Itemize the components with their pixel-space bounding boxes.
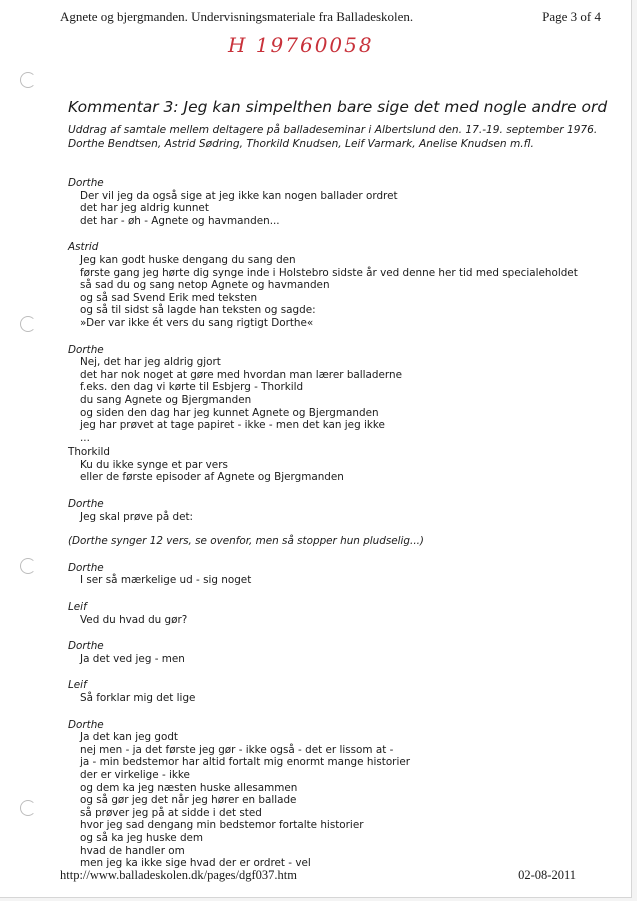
dialogue-line: der er virkelige - ikke <box>80 768 190 781</box>
dialogue-block <box>68 640 608 665</box>
punch-hole-2 <box>20 316 36 332</box>
dialogue-line: men jeg ka ikke sige hvad der er ordret - vel <box>80 857 311 870</box>
dialogue-line: Ja det ved jeg - men <box>80 652 185 665</box>
dialogue-line: Ja det kan jeg godt <box>80 731 178 744</box>
dialogue-line: og siden den dag har jeg kunnet Agnete og Bjergmanden <box>80 406 379 419</box>
dialogue-line: Nej, det har jeg aldrig gjort <box>80 356 221 369</box>
dialogue-line: ... <box>80 431 90 444</box>
dialogue-line: ja - min bedstemor har altid fortalt mig enormt mange historier <box>80 756 410 769</box>
main-content <box>68 98 608 870</box>
dialogue-block <box>68 562 608 587</box>
punch-hole-3 <box>20 558 36 574</box>
speaker-name: Leif <box>68 679 87 692</box>
speaker-name: Astrid <box>68 241 99 254</box>
dialogue-line: første gang jeg hørte dig synge inde i Holstebro sidste år ved denne her tid med specialeholdet <box>80 266 578 279</box>
speaker-name: Leif <box>68 601 87 614</box>
stage-direction: (Dorthe synger 12 vers, se ovenfor, men så stopper hun pludselig...) <box>68 535 424 548</box>
dialogue-block <box>68 241 608 329</box>
speaker-name: Dorthe <box>68 177 104 189</box>
page-title: Kommentar 3: Jeg kan simpelthen bare sige det med nogle andre ord <box>68 98 608 116</box>
dialogue-block <box>68 498 608 523</box>
header-page-number: Page 3 of 4 <box>542 9 601 24</box>
dialogue-line: Jeg skal prøve på det: <box>80 510 194 523</box>
dialogue-line: og så ka jeg huske dem <box>80 831 204 844</box>
dialogue-line: og så sad Svend Erik med teksten <box>80 291 258 304</box>
dialogue-line: »Der var ikke ét vers du sang rigtigt Dorthe« <box>80 316 314 329</box>
dialogue-line: det har jeg aldrig kunnet <box>80 202 209 215</box>
dialogue-line: så sad du og sang netop Agnete og havmanden <box>80 279 330 292</box>
dialogue-line: Så forklar mig det lige <box>80 692 196 704</box>
dialogue-line: I ser så mærkelige ud - sig noget <box>80 574 252 587</box>
speaker-name: Thorkild <box>68 446 110 459</box>
speaker-name: Dorthe <box>68 561 104 574</box>
dialogue-line: hvad de handler om <box>80 844 185 857</box>
dialogue-line: nej men - ja det første jeg gør - ikke også - det er lissom at - <box>80 743 394 756</box>
footer-date: 02-08-2011 <box>518 868 576 882</box>
speaker-name: Dorthe <box>68 343 104 356</box>
dialogue-line: det har nok noget at gøre med hvordan man lærer balladerne <box>80 368 402 381</box>
header-title: Agnete og bjergmanden. Undervisningsmateriale fra Balladeskolen. <box>60 9 414 24</box>
dialogue-line: Ku du ikke synge et par vers <box>80 458 228 471</box>
subtitle-line-1: Uddrag af samtale mellem deltagere på balladeseminar i Albertslund den. 17.-19. september 1976. <box>68 124 598 136</box>
dialogue-block <box>68 446 608 484</box>
dialogue-line: og så gør jeg det når jeg hører en ballade <box>80 794 297 807</box>
dialogue-line: jeg har prøvet at tage papiret - ikke - men det kan jeg ikke <box>80 419 385 432</box>
dialogue-line: Jeg kan godt huske dengang du sang den <box>80 253 296 266</box>
speaker-name: Dorthe <box>68 718 104 731</box>
dialogue-line: f.eks. den dag vi kørte til Esbjerg - Thorkild <box>80 381 304 394</box>
subtitle-line-2: Dorthe Bendtsen, Astrid Sødring, Thorkild Knudsen, Leif Varmark, Anelise Knudsen m.fl. <box>68 138 534 150</box>
footer-url: http://www.balladeskolen.dk/pages/dgf037.htm <box>60 868 297 882</box>
punch-hole-1 <box>20 72 36 88</box>
dialogue-line: eller de første episoder af Agnete og Bjergmanden <box>80 471 344 484</box>
dialogue-block <box>68 601 608 626</box>
dialogue-line: hvor jeg sad dengang min bedstemor fortalte historier <box>80 819 364 832</box>
dialogue-line: det har - øh - Agnete og havmanden... <box>80 214 280 227</box>
speaker-name: Dorthe <box>68 498 104 511</box>
dialogue-block <box>68 719 608 870</box>
punch-hole-4 <box>20 800 36 816</box>
dialogue-block <box>68 344 608 445</box>
dialogue-line: Ved du hvad du gør? <box>80 613 188 626</box>
dialogue-line: og dem ka jeg næsten huske allesammen <box>80 781 298 794</box>
dialogue-block <box>68 177 608 227</box>
archive-stamp: H 19760058 <box>228 33 374 57</box>
dialogue-line: så prøver jeg på at sidde i det sted <box>80 806 262 819</box>
dialogue-line: og så til sidst så lagde han teksten og sagde: <box>80 304 316 317</box>
dialogue-block <box>68 679 608 704</box>
dialogue-line: du sang Agnete og Bjergmanden <box>80 393 252 406</box>
speaker-name: Dorthe <box>68 640 104 653</box>
dialogue-line: Der vil jeg da også sige at jeg ikke kan nogen ballader ordret <box>80 189 398 202</box>
